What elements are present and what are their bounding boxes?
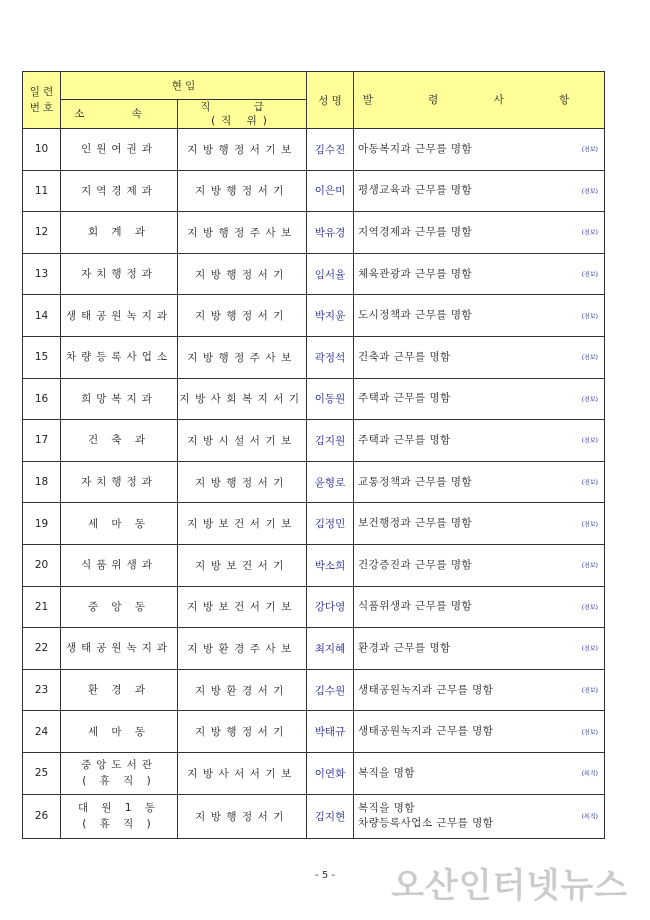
row-number: 22 [23, 628, 61, 670]
action-line: 체육관광과 근무를 명함 [358, 267, 473, 280]
row-grade: 지방행정주사보 [178, 212, 307, 254]
department-line: 중앙도서관 [81, 759, 157, 772]
row-name: 최지혜 [307, 628, 354, 670]
department-line: 환 경 과 [87, 684, 151, 697]
action-note: (전보) [581, 229, 598, 237]
row-name: 윤형로 [307, 461, 354, 503]
table-row [23, 711, 605, 753]
row-department [61, 544, 178, 586]
action-line: 차량등록사업소 근무를 명함 [358, 817, 494, 829]
header-dept: 소 속 [61, 100, 178, 129]
row-department [61, 212, 178, 254]
personnel-table [22, 71, 605, 839]
table-row [23, 253, 605, 295]
row-name: 박유경 [307, 212, 354, 254]
row-action [354, 669, 605, 711]
row-number: 26 [23, 794, 61, 838]
row-action [354, 586, 605, 628]
table-row [23, 669, 605, 711]
action-note: (전보) [581, 188, 598, 196]
row-department [61, 461, 178, 503]
table-row [23, 420, 605, 462]
row-number: 15 [23, 336, 61, 378]
action-line: 주택과 근무를 명함 [358, 392, 451, 405]
row-name: 김지현 [307, 794, 354, 838]
row-action [354, 752, 605, 794]
row-number: 21 [23, 586, 61, 628]
action-line: 식품위생과 근무를 명함 [358, 600, 473, 613]
department-line: 중 앙 동 [87, 600, 151, 613]
row-grade: 지방환경서기 [178, 669, 307, 711]
row-grade: 지방행정서기 [178, 711, 307, 753]
row-action [354, 170, 605, 212]
row-number: 16 [23, 378, 61, 420]
department-line: 차량등록사업소 [65, 351, 172, 364]
row-number: 23 [23, 669, 61, 711]
department-line: 인원여권과 [81, 143, 157, 156]
row-action [354, 295, 605, 337]
row-department [61, 129, 178, 171]
row-department [61, 669, 178, 711]
department-line: 건 축 과 [87, 434, 151, 447]
department-line: 지역경제과 [81, 184, 157, 197]
action-note: (전보) [581, 729, 598, 737]
row-action [354, 461, 605, 503]
action-line: 지역경제과 근무를 명함 [358, 225, 473, 238]
row-grade: 지방시설서기보 [178, 420, 307, 462]
row-number: 14 [23, 295, 61, 337]
action-line: 복직을 명함 [358, 802, 416, 814]
action-note: (전보) [581, 604, 598, 612]
row-number: 24 [23, 711, 61, 753]
row-action [354, 212, 605, 254]
row-action [354, 253, 605, 295]
row-department [61, 295, 178, 337]
row-name: 임서율 [307, 253, 354, 295]
action-line: 아동복지과 근무를 명함 [358, 142, 473, 155]
row-action [354, 544, 605, 586]
row-grade: 지방행정서기 [178, 170, 307, 212]
header-current: 현 임 [61, 72, 307, 100]
row-name: 이동원 [307, 378, 354, 420]
row-grade: 지방행정서기 [178, 253, 307, 295]
table-row [23, 544, 605, 586]
header-name: 성 명 [307, 72, 354, 129]
row-action [354, 711, 605, 753]
table-row [23, 586, 605, 628]
row-grade: 지방사서서기보 [178, 752, 307, 794]
action-note: (복직) [581, 813, 598, 821]
action-line: 환경과 근무를 명함 [358, 641, 451, 654]
row-department [61, 586, 178, 628]
table-row [23, 461, 605, 503]
row-number: 20 [23, 544, 61, 586]
table-row [23, 794, 605, 838]
row-grade: 지방행정서기보 [178, 129, 307, 171]
row-number: 10 [23, 129, 61, 171]
action-line: 건강증진과 근무를 명함 [358, 558, 473, 571]
action-line: 생태공원녹지과 근무를 명함 [358, 683, 494, 696]
header-grade: 직 급 (직 위) [178, 100, 307, 129]
row-grade: 지방사회복지서기 [178, 378, 307, 420]
row-action [354, 420, 605, 462]
row-department [61, 503, 178, 545]
department-line: ( 휴 직 ) [82, 775, 156, 788]
table-row [23, 503, 605, 545]
header-row-top [23, 72, 605, 100]
row-name: 박소희 [307, 544, 354, 586]
department-line: 생태공원녹지과 [65, 309, 172, 322]
row-grade: 지방환경주사보 [178, 628, 307, 670]
header-action: 발 령 사 항 [354, 72, 605, 129]
row-department [61, 336, 178, 378]
action-note: (전보) [581, 562, 598, 570]
action-note: (전보) [581, 146, 598, 154]
action-note: (전보) [581, 354, 598, 362]
action-line: 복직을 명함 [358, 766, 416, 779]
row-name: 박태규 [307, 711, 354, 753]
row-name: 김정민 [307, 503, 354, 545]
action-note: (전보) [581, 437, 598, 445]
row-department [61, 420, 178, 462]
row-name: 강다영 [307, 586, 354, 628]
row-grade: 지방행정서기 [178, 461, 307, 503]
row-department [61, 253, 178, 295]
department-line: 생태공원녹지과 [65, 642, 172, 655]
action-line: 평생교육과 근무를 명함 [358, 184, 473, 197]
row-action [354, 503, 605, 545]
row-department [61, 628, 178, 670]
table-row [23, 336, 605, 378]
row-name: 곽정석 [307, 336, 354, 378]
department-line: ( 휴 직 ) [82, 818, 156, 830]
action-note: (전보) [581, 687, 598, 695]
page-number: - 5 - [315, 870, 335, 881]
row-number: 11 [23, 170, 61, 212]
action-note: (복직) [581, 770, 598, 778]
action-line: 교통정책과 근무를 명함 [358, 475, 473, 488]
row-department [61, 752, 178, 794]
row-action [354, 129, 605, 171]
row-name: 이연화 [307, 752, 354, 794]
department-line: 세 마 동 [87, 725, 151, 738]
row-name: 김수진 [307, 129, 354, 171]
row-name: 김지원 [307, 420, 354, 462]
action-note: (전보) [581, 313, 598, 321]
action-note: (전보) [581, 396, 598, 404]
action-note: (전보) [581, 479, 598, 487]
action-line: 도시정책과 근무를 명함 [358, 309, 473, 322]
row-action [354, 378, 605, 420]
department-line: 자치행정과 [81, 476, 157, 489]
row-name: 김수원 [307, 669, 354, 711]
department-line: 대 원 1 동 [77, 802, 161, 814]
row-action [354, 336, 605, 378]
table-body [23, 129, 605, 839]
row-action [354, 794, 605, 838]
department-line: 자치행정과 [81, 268, 157, 281]
row-name: 박지윤 [307, 295, 354, 337]
row-department [61, 170, 178, 212]
department-line: 회 계 과 [87, 226, 151, 239]
row-name: 이은미 [307, 170, 354, 212]
row-grade: 지방보건서기 [178, 544, 307, 586]
row-number: 17 [23, 420, 61, 462]
action-line: 보건행정과 근무를 명함 [358, 517, 473, 530]
department-line: 식품위생과 [81, 559, 157, 572]
table-row [23, 129, 605, 171]
row-department [61, 794, 178, 838]
action-line: 주택과 근무를 명함 [358, 433, 451, 446]
row-grade: 지방행정서기 [178, 794, 307, 838]
row-grade: 지방보건서기보 [178, 586, 307, 628]
action-line: 생태공원녹지과 근무를 명함 [358, 725, 494, 738]
table-row [23, 295, 605, 337]
action-line: 건축과 근무를 명함 [358, 350, 451, 363]
action-note: (전보) [581, 271, 598, 279]
action-note: (전보) [581, 645, 598, 653]
row-grade: 지방행정주사보 [178, 336, 307, 378]
action-note: (전보) [581, 521, 598, 529]
row-action [354, 628, 605, 670]
table-row [23, 170, 605, 212]
row-number: 13 [23, 253, 61, 295]
row-department [61, 378, 178, 420]
table-row [23, 212, 605, 254]
row-department [61, 711, 178, 753]
row-grade: 지방행정서기 [178, 295, 307, 337]
department-line: 희망복지과 [81, 392, 157, 405]
table-row [23, 752, 605, 794]
department-line: 세 마 동 [87, 517, 151, 530]
header-serial: 일 련 번 호 [23, 72, 61, 129]
row-grade: 지방보건서기보 [178, 503, 307, 545]
table-row [23, 628, 605, 670]
row-number: 25 [23, 752, 61, 794]
table-row [23, 378, 605, 420]
watermark: 오산인터넷뉴스 [391, 866, 628, 906]
row-number: 19 [23, 503, 61, 545]
row-number: 12 [23, 212, 61, 254]
row-number: 18 [23, 461, 61, 503]
